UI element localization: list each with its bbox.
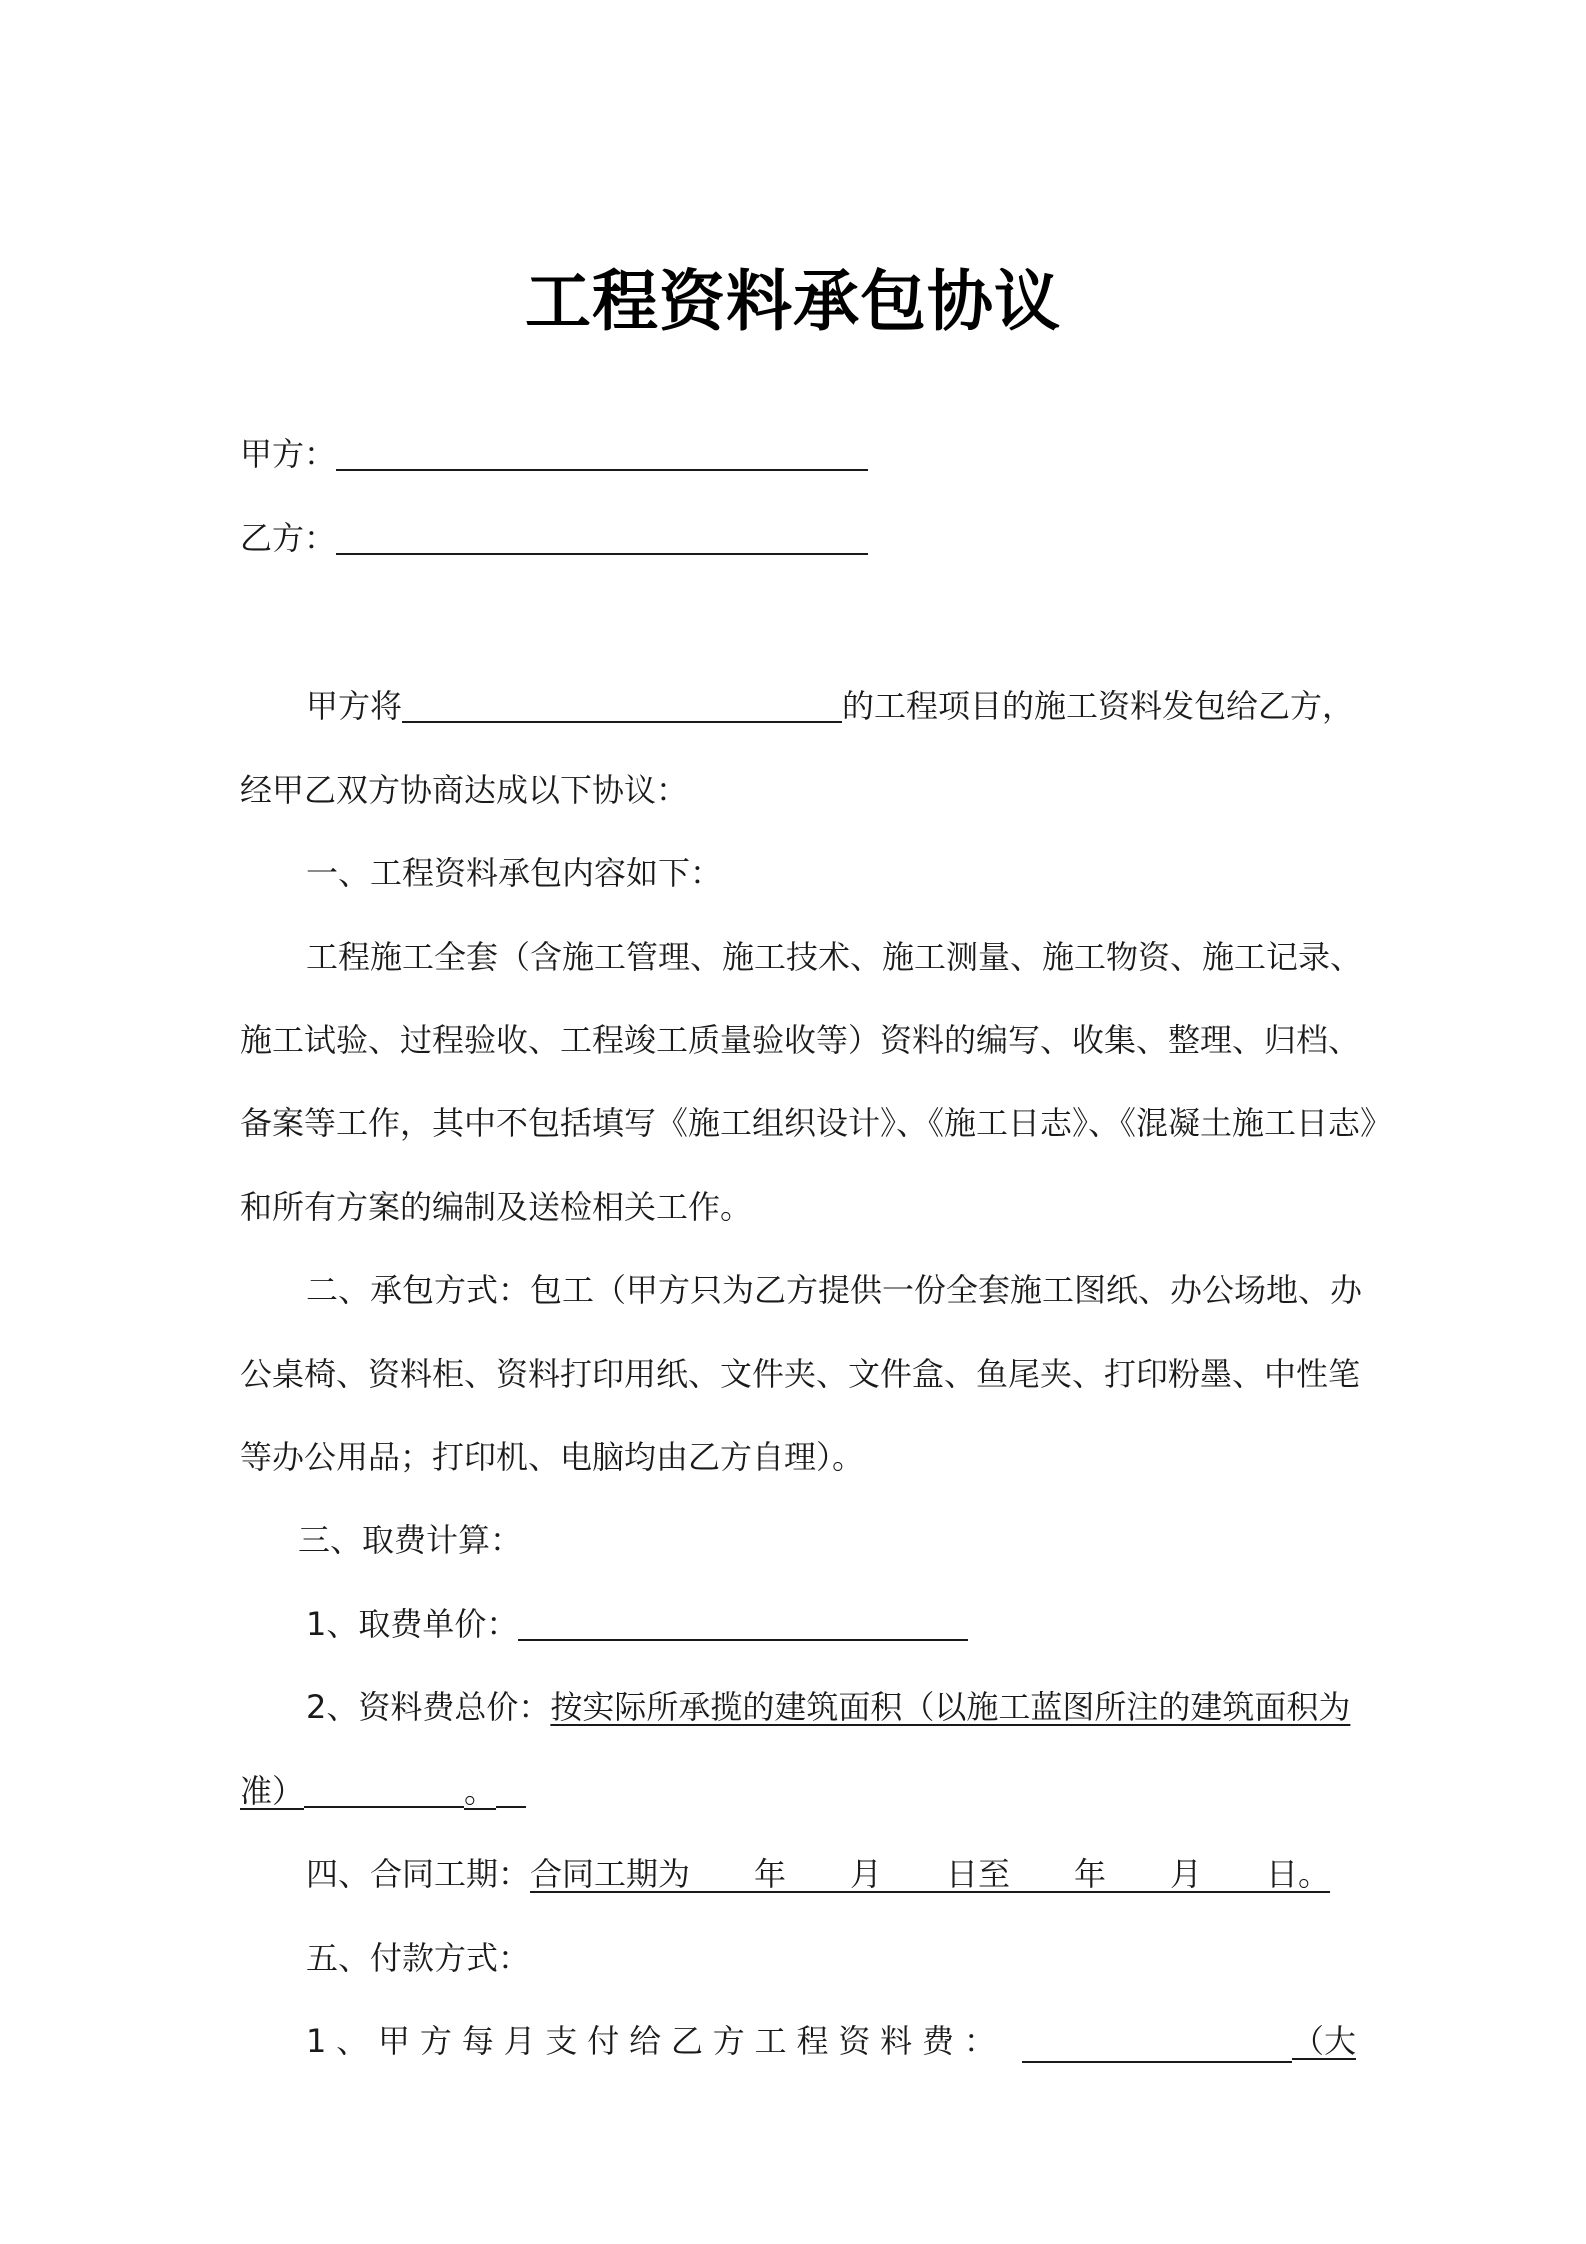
total-price-tail-blank [496, 1772, 526, 1808]
monthly-payment-char: 方 [712, 2022, 745, 2060]
total-price-end: 。 [464, 1772, 497, 1810]
monthly-payment-char: 、 [336, 2022, 369, 2060]
monthly-payment-char: ： [963, 2022, 996, 2060]
monthly-payment-char: 1 [306, 2022, 327, 2060]
intro-prefix: 甲方将 [306, 687, 403, 725]
section1-line-4: 和所有方案的编制及送检相关工作。 [240, 1188, 753, 1226]
monthly-payment-line [306, 2019, 1356, 2063]
total-price-cont: 准） [240, 1772, 305, 1810]
period-line [306, 1852, 1330, 1896]
document-title: 工程资料承包协议 [525, 263, 1061, 340]
monthly-payment-field [1022, 2019, 1356, 2063]
intro-line-1 [306, 684, 1354, 728]
monthly-payment-char: 给 [629, 2022, 662, 2060]
unit-price-label: 1、取费单价： [306, 1605, 519, 1643]
monthly-payment-char: 月 [503, 2022, 536, 2060]
party-a-line [240, 432, 868, 476]
project-name-blank[interactable] [402, 687, 842, 723]
section3-heading: 三、取费计算： [298, 1521, 523, 1559]
monthly-payment-char: 资 [838, 2022, 871, 2060]
unit-price-blank[interactable] [518, 1605, 968, 1641]
party-a-label: 甲方： [240, 435, 337, 473]
total-price-label: 2、资料费总价： [306, 1688, 551, 1726]
monthly-payment-char: 付 [587, 2022, 620, 2060]
section2-line-1: 二、承包方式：包工（甲方只为乙方提供一份全套施工图纸、办公场地、办 [306, 1271, 1363, 1309]
total-price-blank[interactable] [304, 1772, 464, 1808]
monthly-payment-char: 每 [461, 2022, 494, 2060]
monthly-payment-char: 工 [754, 2022, 787, 2060]
section1-heading: 一、工程资料承包内容如下： [306, 854, 723, 892]
monthly-payment-tail: （大 [1291, 2022, 1356, 2060]
period-label: 四、合同工期： [306, 1855, 531, 1893]
monthly-payment-row [306, 2019, 1356, 2063]
period-text[interactable]: 合同工期为 年 月 日至 年 月 日。 [530, 1855, 1331, 1893]
section5-heading: 五、付款方式： [306, 1939, 531, 1977]
monthly-payment-char: 费 [922, 2022, 955, 2060]
monthly-payment-char: 程 [796, 2022, 829, 2060]
section1-line-2: 施工试验、过程验收、工程竣工质量验收等）资料的编写、收集、整理、归档、 [240, 1021, 1361, 1059]
section1-line-1: 工程施工全套（含施工管理、施工技术、施工测量、施工物资、施工记录、 [306, 938, 1363, 976]
monthly-payment-char: 乙 [670, 2022, 703, 2060]
monthly-payment-char: 支 [545, 2022, 578, 2060]
intro-line-2: 经甲乙双方协商达成以下协议： [240, 771, 689, 809]
party-b-label: 乙方： [240, 519, 337, 557]
total-price-line [306, 1685, 1350, 1729]
party-b-blank[interactable] [336, 519, 868, 555]
total-price-cont-line [240, 1769, 526, 1813]
unit-price-line [306, 1602, 968, 1646]
intro-suffix: 的工程项目的施工资料发包给乙方， [842, 687, 1355, 725]
party-a-blank[interactable] [336, 435, 868, 471]
monthly-payment-char: 料 [880, 2022, 913, 2060]
section1-line-3: 备案等工作，其中不包括填写《施工组织设计》、《施工日志》、《混凝土施工日志》 [240, 1104, 1393, 1142]
monthly-payment-blank[interactable] [1022, 2027, 1292, 2063]
section2-line-3: 等办公用品；打印机、电脑均由乙方自理）。 [240, 1438, 865, 1476]
section2-line-2: 公桌椅、资料柜、资料打印用纸、文件夹、文件盒、鱼尾夹、打印粉墨、中性笔 [240, 1355, 1361, 1393]
total-price-text: 按实际所承揽的建筑面积（以施工蓝图所注的建筑面积为 [550, 1688, 1351, 1726]
monthly-payment-char: 方 [419, 2022, 452, 2060]
monthly-payment-label [306, 2019, 996, 2063]
monthly-payment-char: 甲 [378, 2022, 411, 2060]
party-b-line [240, 516, 868, 560]
